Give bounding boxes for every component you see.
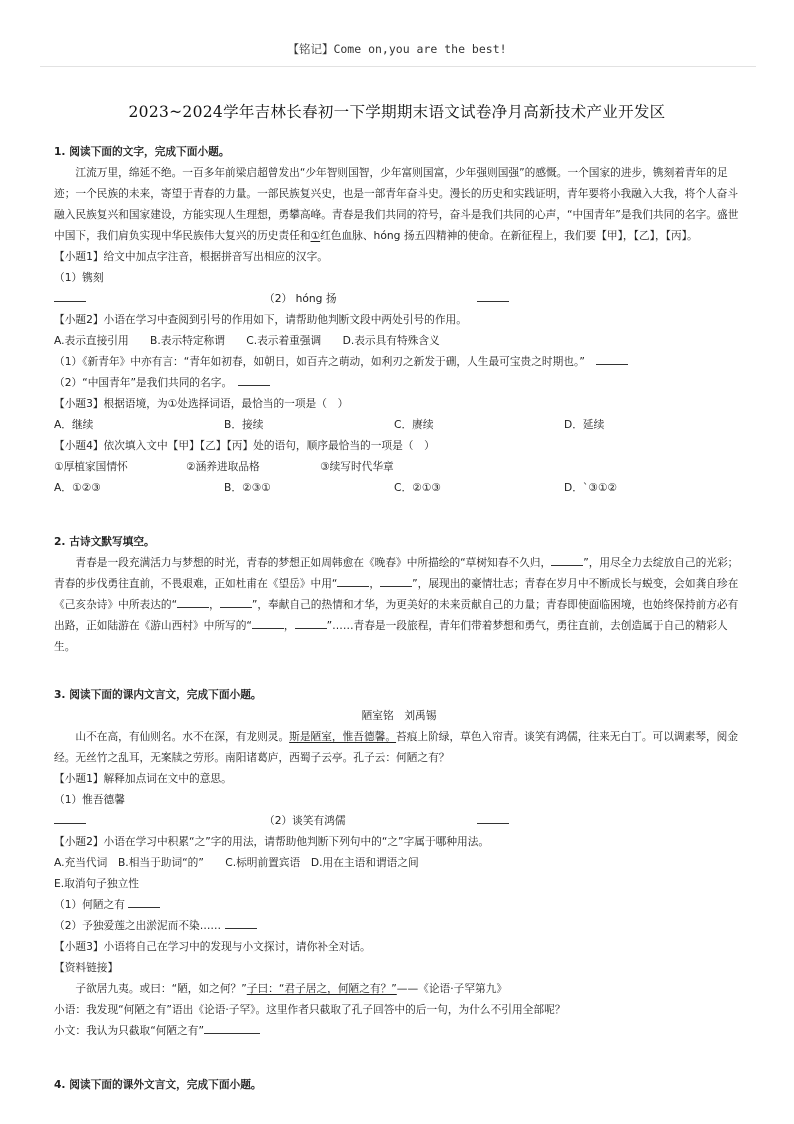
q3-link-underlined: 子曰：“君子居之，何陋之有？”: [246, 982, 397, 995]
answer-blank[interactable]: [54, 812, 86, 824]
q3-sub3-prompt: 【小题3】小语将自己在学习中的发现与小文探讨，请你补全对话。: [54, 940, 371, 953]
q2-text: ，: [283, 619, 295, 632]
q1-sub4-prompt: 【小题4】依次填入文中【甲】【乙】【丙】处的语句，顺序最恰当的一项是（ ）: [54, 439, 435, 452]
q2-text: 青春是一段充满活力与梦想的时光，青春的梦想正如周韩愈在《晚春》中所描绘的“草树知春不久归，: [75, 556, 552, 569]
answer-blank[interactable]: [225, 917, 257, 929]
q2-passage: [54, 552, 744, 657]
q2-text: ，: [369, 577, 381, 590]
q3-link-text: [54, 978, 744, 999]
q3-sub2-options: A.充当代词 B.相当于助词“的” C.标明前置宾语 D.用在主语和谓语之间: [54, 856, 419, 869]
answer-blank[interactable]: [337, 575, 369, 587]
header-divider: [40, 66, 756, 67]
q1-sub2-item2: [54, 372, 744, 393]
document-title: 2023~2024学年吉林长春初一下学期期末语文试卷净月高新技术产业开发区: [128, 103, 666, 121]
exam-content: [54, 141, 744, 1095]
q3-dialogue-xiaowen: [54, 1020, 744, 1041]
q1-sub2-options: A.表示直接引用 B.表示特定称谓 C.表示着重强调 D.表示具有特殊含义: [54, 334, 440, 347]
q1-sub2-item2-text: （2）“中国青年”是我们共同的名字。: [54, 376, 227, 389]
q1-sub2-item1-text: （1）《新青年》中亦有言：“青年如初春，如朝日，如百卉之萌动，如利刃之新发于硎，人生最可宝贵之时期也。”: [54, 355, 585, 368]
option-a[interactable]: A．①②③: [54, 481, 101, 494]
q4-heading: 4. 阅读下面的课外文言文，完成下面小题。: [54, 1078, 262, 1091]
q1-passage-part2: 红色血脉、hóng 扬五四精神的使命。在新征程上，我们要【甲】，【乙】，【丙】。: [320, 229, 698, 242]
answer-blank[interactable]: [128, 896, 160, 908]
q1-sub4-options: [54, 477, 744, 498]
q1-passage-mark: ①: [310, 229, 321, 242]
option-b[interactable]: B．②③①: [224, 481, 271, 494]
answer-blank[interactable]: [477, 290, 509, 302]
q3-sub1-item-a: （1）惟吾德馨: [54, 793, 125, 806]
q3-sub2-item1-text: （1）何陋之有: [54, 898, 125, 911]
q3-text-part2: 苔痕上阶绿，草色入帘青。谈笑有鸿儒，往来无白丁。可以调素琴，阅金经。无丝竹之乱耳，无案牍之劳形。南阳诸葛庐，西蜀子云亭。孔子云：何陋之有？: [54, 730, 739, 764]
q3-classical-text: [54, 726, 744, 768]
q2-text: ”……青春是一段旅程，青年们带着梦想和勇气，勇往直前，去创造属于自己的精彩人生。: [54, 619, 728, 653]
q1-passage: [54, 162, 744, 246]
q1-sub2-prompt: 【小题2】小语在学习中查阅到引号的作用如下，请帮助他判断文段中两处引号的作用。: [54, 313, 467, 326]
header-motto: 【铭记】Come on,you are the best!: [287, 42, 507, 56]
q3-sub2-item1: [54, 894, 744, 915]
q3-link-source: ——《论语·子罕第九》: [396, 982, 508, 995]
option-a[interactable]: A．继续: [54, 418, 94, 431]
answer-blank[interactable]: [252, 617, 284, 629]
answer-blank[interactable]: [551, 554, 583, 566]
q3-sub1-prompt: 【小题1】解释加点词在文中的意思。: [54, 772, 232, 785]
answer-blank[interactable]: [177, 596, 209, 608]
q1-sub3-prompt: 【小题3】根据语境，为①处选择词语，最恰当的一项是（ ）: [54, 397, 349, 410]
q3-sub2-item2-text: （2）予独爱莲之出淤泥而不染……: [54, 919, 222, 932]
q3-sub1-item-b: （2）谈笑有鸿儒: [264, 814, 346, 827]
answer-blank[interactable]: [380, 575, 412, 587]
q3-text-part1: 山不在高，有仙则名。水不在深，有龙则灵。: [75, 730, 290, 743]
option-d[interactable]: D．延续: [564, 418, 605, 431]
q3-heading: 3. 阅读下面的课内文言文，完成下面小题。: [54, 688, 262, 701]
q1-sub4-statements: [54, 456, 744, 477]
q1-sub1-item-a: （1）镌刻: [54, 271, 104, 284]
q3-link-label: 【资料链接】: [54, 961, 119, 974]
option-c[interactable]: C．②①③: [394, 481, 441, 494]
q3-text-title: 陋室铭 刘禹锡: [361, 709, 437, 722]
option-d[interactable]: D．`③①②: [564, 481, 618, 494]
q1-sub1-items: [54, 267, 744, 309]
q3-sub2-item2: [54, 915, 744, 936]
q3-link-part1: 子欲居九夷。或曰：“陋，如之何？”: [75, 982, 247, 995]
q1-sub1-prompt: 【小题1】给文中加点字注音，根据拼音写出相应的汉字。: [54, 250, 328, 263]
q3-sub2-prompt: 【小题2】小语在学习中积累“之”字的用法，请帮助他判断下列句中的“之”字属于哪种用法。: [54, 835, 490, 848]
statement-2: ②涵养进取品格: [186, 460, 260, 473]
q3-sub2-option-e: E.取消句子独立性: [54, 877, 139, 890]
q2-text: ”，用尽全力去绽放自己的光彩；青春的步伐勇往直前，不畏艰难，正如杜甫在《望岳》中用“: [54, 556, 739, 590]
q1-sub1-item-b: （2） hóng 扬: [264, 292, 337, 305]
answer-blank[interactable]: [238, 374, 270, 386]
answer-blank[interactable]: [477, 812, 509, 824]
statement-3: ③续写时代华章: [320, 460, 394, 473]
q3-xiaowen-text: 小文：我认为只截取“何陋之有”: [54, 1024, 205, 1037]
answer-blank[interactable]: [220, 596, 252, 608]
q2-heading: 2. 古诗文默写填空。: [54, 535, 155, 548]
q1-sub3-options: [54, 414, 744, 435]
q2-text: ”，展现出的豪情壮志；青春在岁月中不断成长与蜕变，会如龚自珍在《己亥杂诗》中所表达的“: [54, 577, 739, 611]
option-c[interactable]: C．赓续: [394, 418, 434, 431]
q1-heading: 1. 阅读下面的文字，完成下面小题。: [54, 145, 230, 158]
answer-blank[interactable]: [54, 290, 86, 302]
q3-dialogue-xiaoyu: 小语：我发现“何陋之有”语出《论语·子罕》。这里作者只截取了孔子回答中的后一句，为什么不引用全部呢？: [54, 1003, 566, 1016]
q2-text: ，: [209, 598, 220, 611]
q1-sub2-item1: [54, 351, 744, 372]
q1-passage-part1: 江流万里，绵延不绝。一百多年前梁启超曾发出“少年智则国智，少年富则国富，少年强则国强”的感慨。一个国家的进步，镌刻着青年的足迹；一个民族的未来，寄望于青春的力量。一部民族复兴史，也是一部青年奋斗史。漫长的历史和实践证明，青年要将小我融入大我，将个人奋斗融入民族复兴和国家建设，方能实现人生理想，勇攀高峰。青春是我们共同的符号，奋斗是我们共同的心声，“中国青年”是我们共同的名字。盛世中国下，我们肩负实现中华民族伟大复兴的历史责任和: [54, 166, 739, 242]
q2-text: ”，奉献自己的热情和才华，为更美好的未来贡献自己的力量；青春即使面临困境，也始终保持前方必有出路，正如陆游在《游山西村》中所写的“: [54, 598, 739, 632]
answer-blank[interactable]: [204, 1022, 260, 1034]
option-b[interactable]: B．接续: [224, 418, 264, 431]
answer-blank[interactable]: [295, 617, 327, 629]
q3-sub1-items: [54, 789, 744, 831]
answer-blank[interactable]: [596, 353, 628, 365]
q3-text-underlined: 斯是陋室，惟吾德馨。: [289, 730, 397, 743]
statement-1: ①厚植家国情怀: [54, 460, 128, 473]
